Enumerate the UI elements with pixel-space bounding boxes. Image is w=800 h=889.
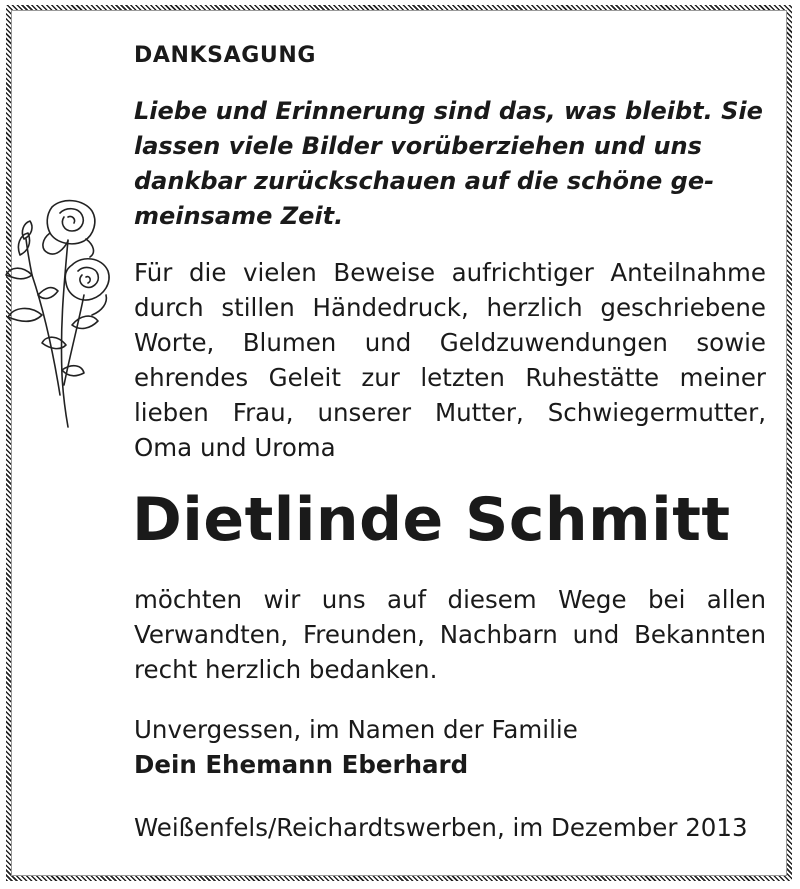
place-date: Weißenfels/Reichardtswerben, im Dezember 2013 — [134, 813, 748, 842]
thanks-paragraph — [134, 582, 766, 687]
deceased-name: Dietlinde Schmitt — [132, 485, 731, 555]
signoff-line: Unvergessen, im Namen der Familie — [134, 715, 578, 744]
thanks-line: Verwandten, Freunden, Nachbarn und Bekannten — [134, 620, 766, 649]
quote-line: dankbar zurückschauen auf die schöne ge- — [134, 167, 715, 195]
intro-line: Worte, Blumen und Geldzuwendungen sowie — [134, 328, 766, 357]
memorial-quote — [134, 94, 766, 234]
intro-paragraph — [134, 255, 766, 465]
intro-line: durch stillen Händedruck, herzlich geschriebene — [134, 293, 766, 322]
rose-icon — [2, 195, 114, 430]
intro-line: lieben Frau, unserer Mutter, Schwiegermutter, — [134, 398, 766, 427]
intro-line: ehrendes Geleit zur letzten Ruhestätte meiner — [134, 363, 766, 392]
heading-danksagung: DANKSAGUNG — [134, 43, 317, 68]
quote-line: lassen viele Bilder vorüberziehen und uns — [134, 132, 702, 160]
quote-line: Liebe und Erinnerung sind das, was bleibt. Sie — [134, 97, 763, 125]
intro-line: Oma und Uroma — [134, 433, 336, 462]
quote-line: meinsame Zeit. — [134, 202, 344, 230]
thanks-line: möchten wir uns auf diesem Wege bei allen — [134, 585, 766, 614]
thanks-line: recht herzlich bedanken. — [134, 655, 438, 684]
intro-line: Für die vielen Beweise aufrichtiger Anteilnahme — [134, 258, 766, 287]
signer-name: Dein Ehemann Eberhard — [134, 750, 469, 779]
